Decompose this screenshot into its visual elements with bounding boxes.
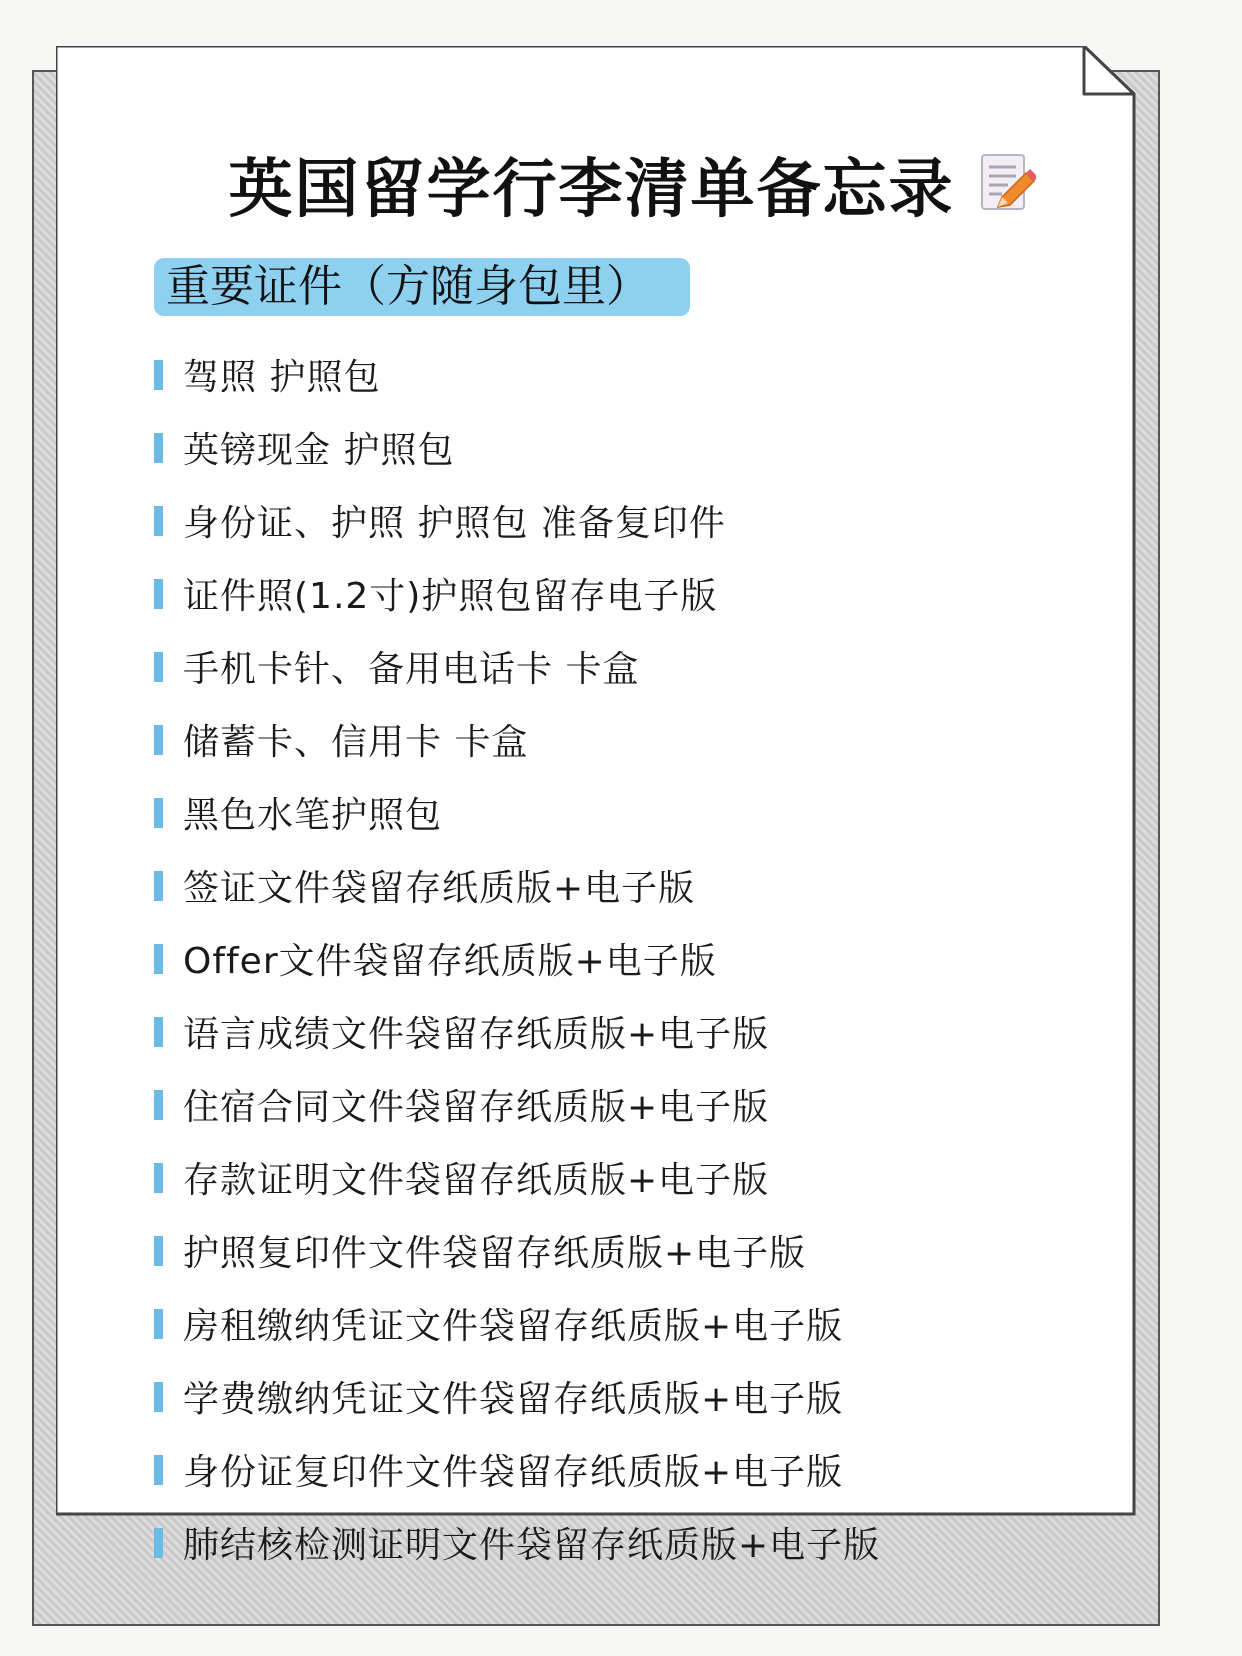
memo-pencil-icon <box>978 151 1036 217</box>
list-item-text: 房租缴纳凭证文件袋留存纸质版+电子版 <box>183 1306 844 1347</box>
list-item-text: 身份证、护照 护照包 准备复印件 <box>183 503 726 544</box>
list-item-text: 语言成绩文件袋留存纸质版+电子版 <box>183 1014 770 1055</box>
section-heading: 重要证件（方随身包里） <box>154 258 690 316</box>
list-item <box>154 630 880 703</box>
list-item-text: Offer文件袋留存纸质版+电子版 <box>183 941 717 982</box>
list-item-text: 存款证明文件袋留存纸质版+电子版 <box>183 1160 770 1201</box>
bullet-bar <box>154 1163 163 1193</box>
bullet-bar <box>154 725 163 755</box>
bullet-bar <box>154 944 163 974</box>
list-item <box>154 484 880 557</box>
list-item-text: 手机卡针、备用电话卡 卡盒 <box>183 649 640 690</box>
list-item <box>154 1287 880 1360</box>
list-item <box>154 1506 880 1579</box>
list-item-text: 身份证复印件文件袋留存纸质版+电子版 <box>183 1452 844 1493</box>
list-item-text: 证件照(1.2寸)护照包留存电子版 <box>183 576 718 617</box>
list-item <box>154 1141 880 1214</box>
bullet-bar <box>154 1382 163 1412</box>
list-item <box>154 1068 880 1141</box>
list-item-text: 护照复印件文件袋留存纸质版+电子版 <box>183 1233 807 1274</box>
list-item-text: 储蓄卡、信用卡 卡盒 <box>183 722 529 763</box>
list-item-text: 黑色水笔护照包 <box>183 795 443 836</box>
list-item <box>154 1433 880 1506</box>
bullet-bar <box>154 1309 163 1339</box>
list-item-text: 住宿合同文件袋留存纸质版+电子版 <box>183 1087 770 1128</box>
bullet-bar <box>154 1017 163 1047</box>
page-title: 英国留学行李清单备忘录 <box>228 153 955 227</box>
bullet-bar <box>154 506 163 536</box>
bullet-bar <box>154 1528 163 1558</box>
bullet-bar <box>154 1455 163 1485</box>
list-item <box>154 703 880 776</box>
list-item-text: 签证文件袋留存纸质版+电子版 <box>183 868 696 909</box>
bullet-bar <box>154 1090 163 1120</box>
bullet-bar <box>154 360 163 390</box>
bullet-bar <box>154 1236 163 1266</box>
bullet-bar <box>154 798 163 828</box>
title-row <box>56 138 1208 230</box>
bullet-bar <box>154 579 163 609</box>
bullet-bar <box>154 871 163 901</box>
bullet-bar <box>154 433 163 463</box>
list-item-text: 肺结核检测证明文件袋留存纸质版+电子版 <box>183 1525 881 1566</box>
list-item <box>154 338 880 411</box>
checklist <box>154 338 880 1579</box>
list-item <box>154 776 880 849</box>
list-item <box>154 995 880 1068</box>
list-item <box>154 557 880 630</box>
list-item <box>154 849 880 922</box>
memo-paper <box>56 46 1208 1614</box>
list-item <box>154 1214 880 1287</box>
list-item <box>154 1360 880 1433</box>
list-item <box>154 411 880 484</box>
list-item-text: 驾照 护照包 <box>183 357 381 398</box>
bullet-bar <box>154 652 163 682</box>
list-item-text: 学费缴纳凭证文件袋留存纸质版+电子版 <box>183 1379 844 1420</box>
list-item <box>154 922 880 995</box>
list-item-text: 英镑现金 护照包 <box>183 430 455 471</box>
